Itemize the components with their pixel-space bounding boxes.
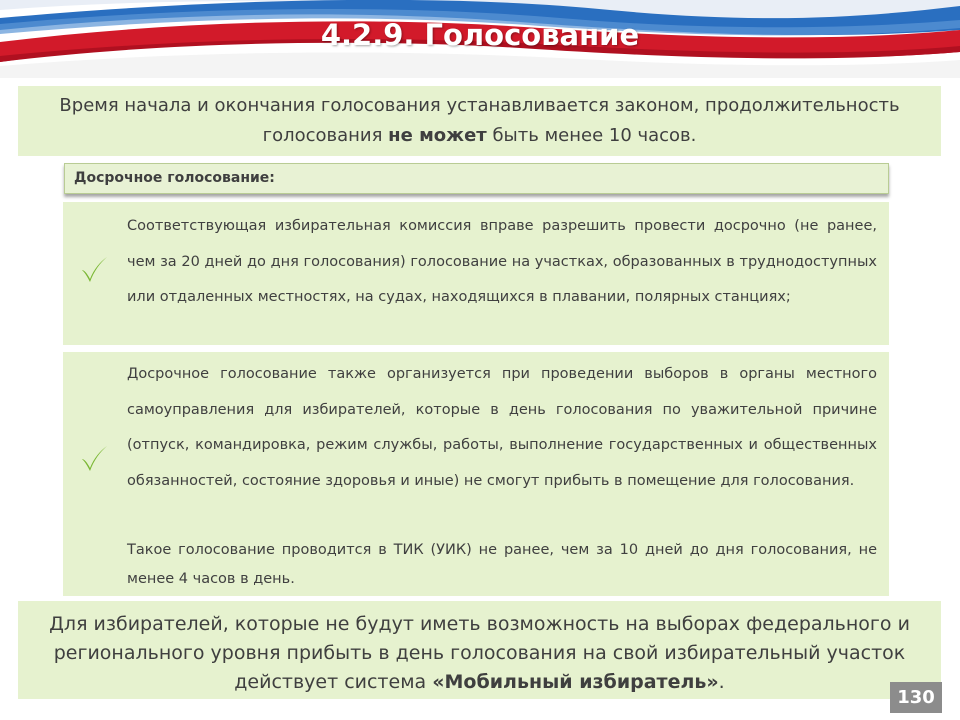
voting-time-box xyxy=(18,86,941,156)
early-voting-item-2-text: Досрочное голосование также организуется при проведении выборов в органы местного самоуправления для избирателей, которые в день голосования по уважительной причине (отпуск, командировка, режим службы, работы, выполнение государственных и общественных обязанностей, состояние здоровья и иные) не смогут прибыть в помещение для голосования. xyxy=(127,366,877,489)
page-number-badge: 130 xyxy=(890,682,942,713)
early-voting-heading-box xyxy=(64,163,889,194)
mobile-voter-box xyxy=(18,601,941,699)
slide-title: 4.2.9. Голосование xyxy=(320,18,640,52)
early-voting-item-1 xyxy=(63,202,889,345)
flag-header-banner xyxy=(0,0,960,78)
voting-time-emphasis: не может xyxy=(388,125,487,146)
early-voting-item-1-text: Соответствующая избирательная комиссия вправе разрешить провести досрочно (не ранее, чем за 20 дней до дня голосования) голосование на участках, образованных в труднодоступных или отдаленных местностях, на судах, находящихся в плавании, полярных станциях; xyxy=(127,218,877,305)
voting-time-line2 xyxy=(18,121,941,151)
voting-time-line1: Время начала и окончания голосования устанавливается законом, продолжительность xyxy=(59,95,900,116)
voting-time-text-end: быть менее 10 часов. xyxy=(486,125,697,146)
checkmark-icon xyxy=(79,443,109,473)
early-voting-item-2 xyxy=(63,352,889,596)
early-voting-item-2-note: Такое голосование проводится в ТИК (УИК) не ранее, чем за 10 дней до дня голосования, не менее 4 часов в день. xyxy=(127,542,877,587)
voting-time-text: голосования xyxy=(262,125,389,146)
mobile-voter-text: Для избирателей, которые не будут иметь возможность на выборах федерального и регионального уровня прибыть в день голосования на свой избирательный участок действует система xyxy=(49,613,910,693)
checkmark-icon xyxy=(79,254,109,284)
mobile-voter-system-name: «Мобильный избиратель» xyxy=(432,671,719,693)
mobile-voter-text-end: . xyxy=(718,671,725,693)
early-voting-heading: Досрочное голосование: xyxy=(74,170,275,186)
